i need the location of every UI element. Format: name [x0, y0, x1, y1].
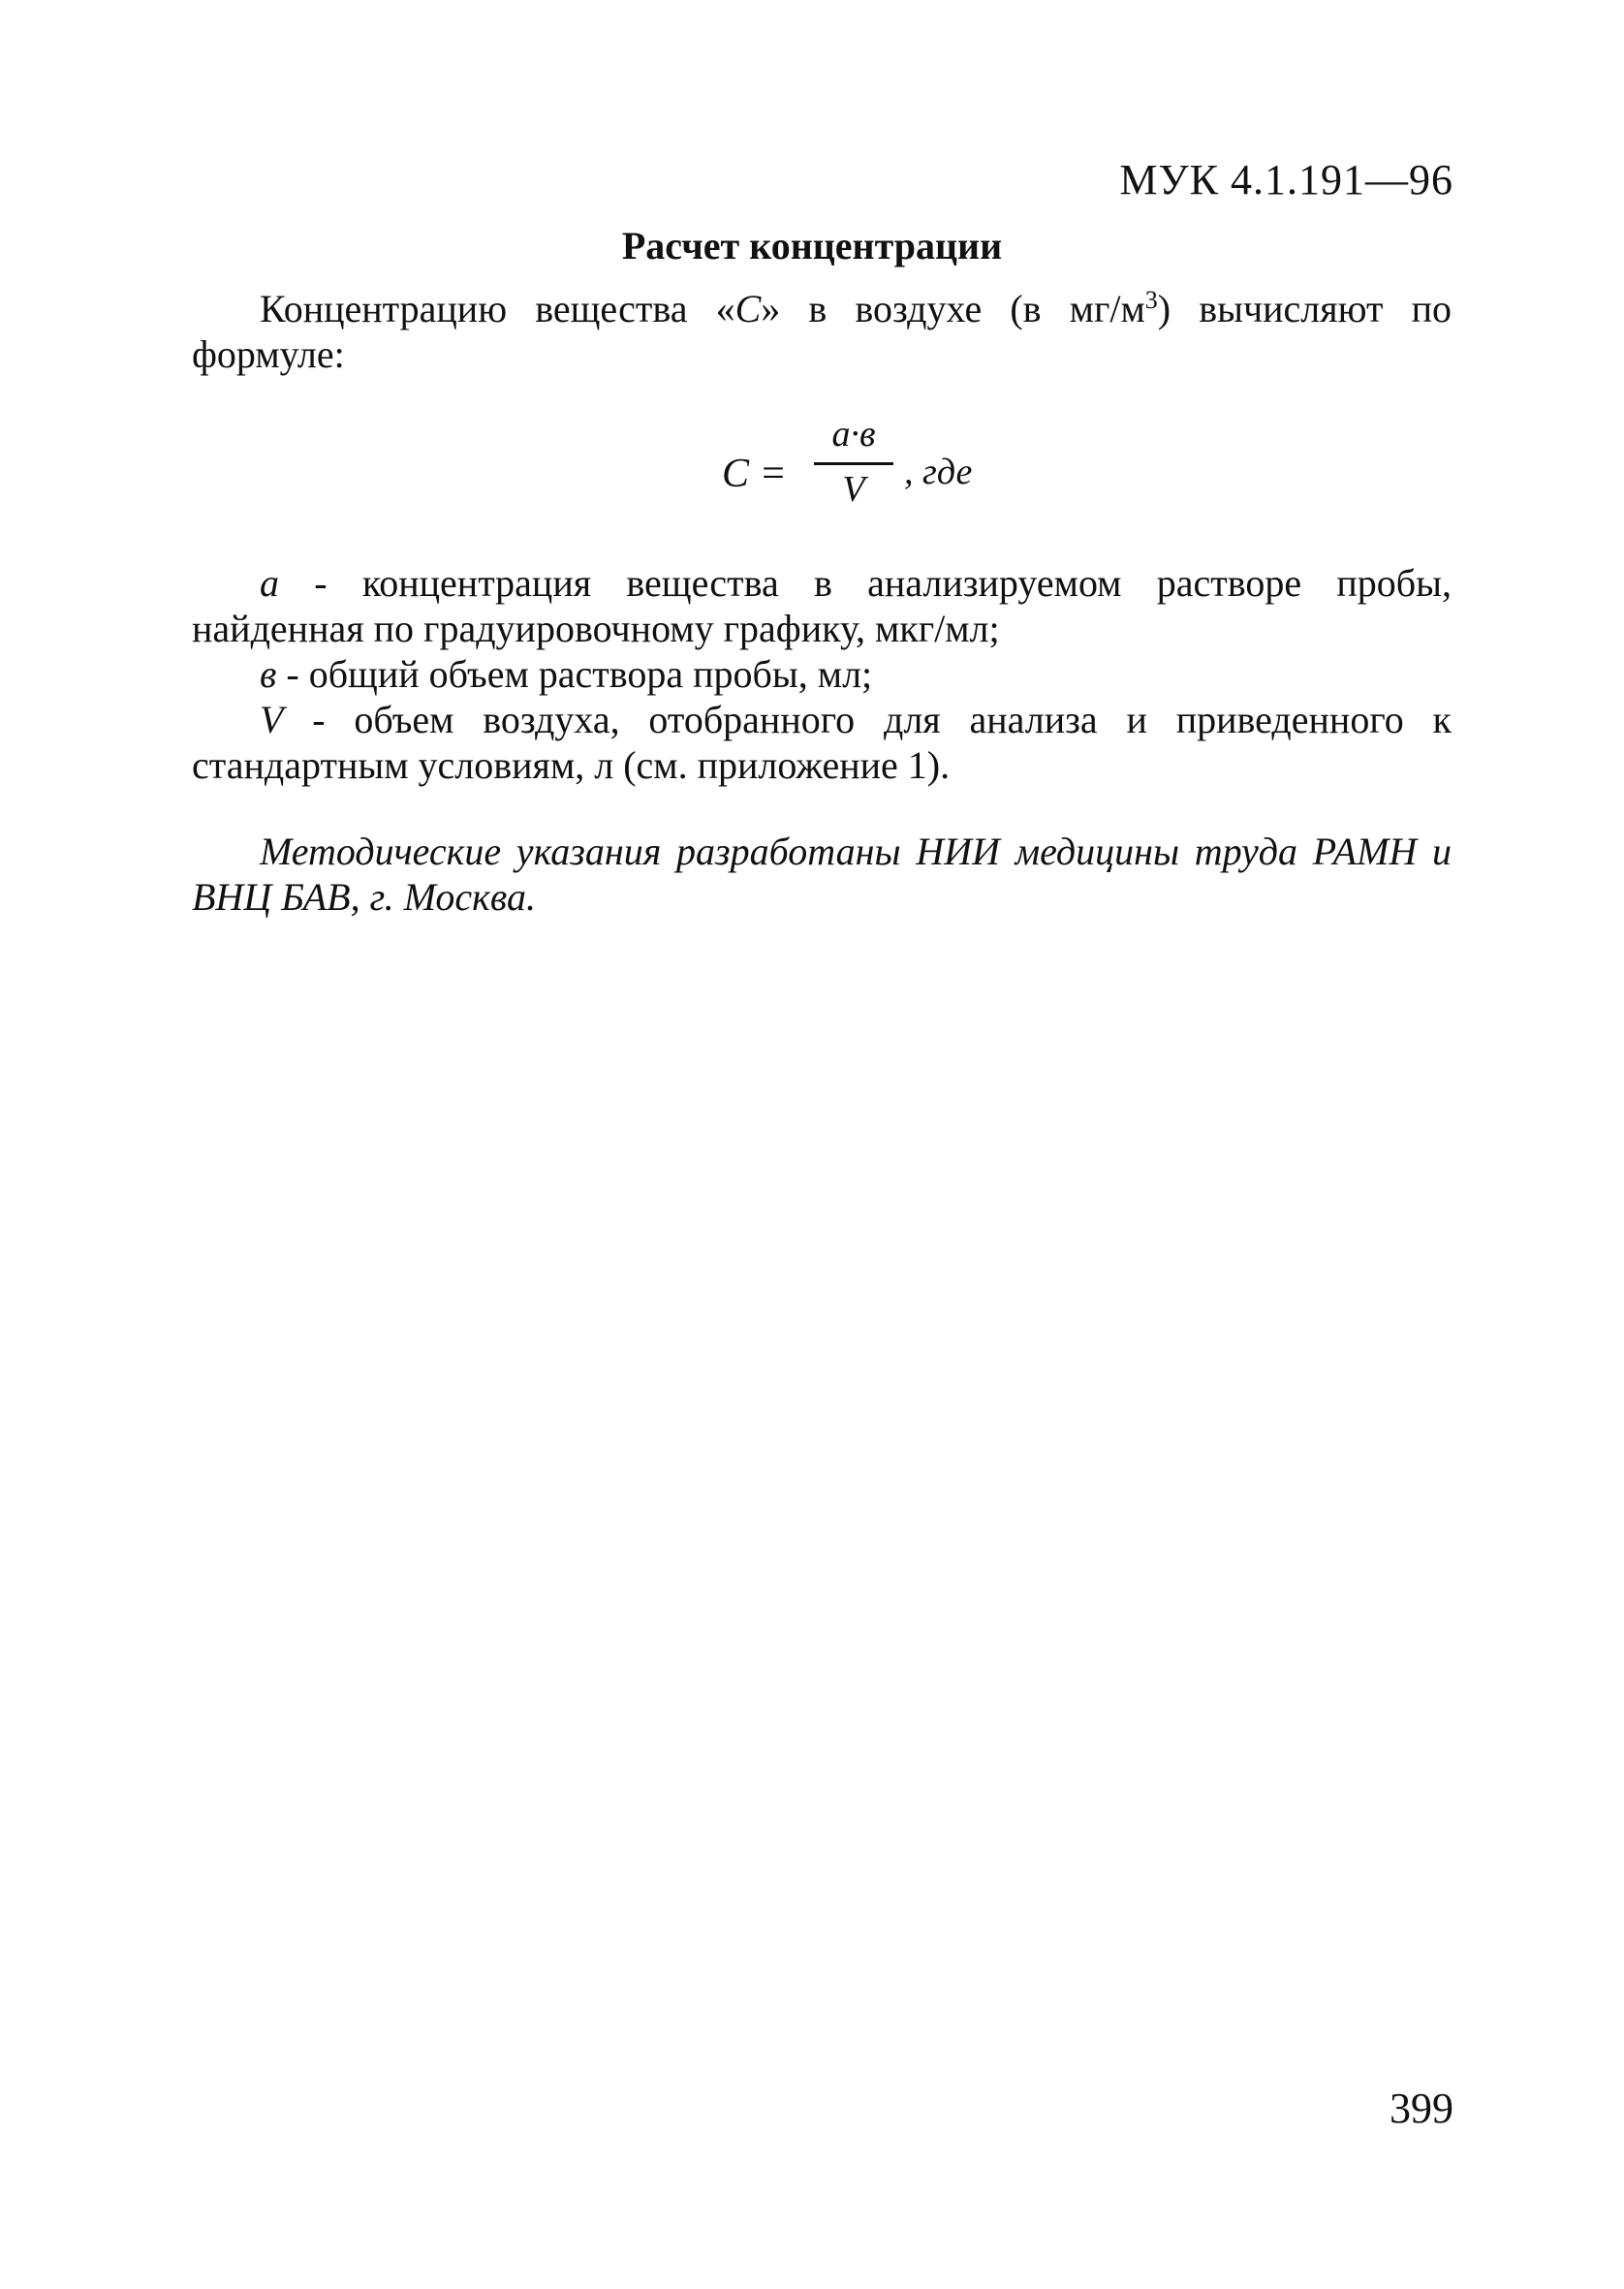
definition-symbol: a — [260, 561, 279, 605]
authors-note: Методические указания разработаны НИИ медицины труда РАМН и ВНЦ БАВ, г. Москва. — [192, 830, 1452, 919]
formula-denominator: V — [842, 469, 865, 510]
formula-numerator: a·в — [831, 414, 876, 455]
definition-v — [192, 651, 1452, 697]
definition-text: - объем воздуха, отобранного для анализа и приведенного к стандартным условиям, л (см. приложение 1). — [192, 698, 1452, 787]
definitions-list — [192, 560, 1452, 788]
definition-text: - концентрация вещества в анализируемом растворе пробы, найденная по градуировочному графику, мкг/мл; — [192, 561, 1452, 650]
section-title: Расчет концентрации — [621, 224, 1003, 267]
formula-lhs: C = — [722, 452, 787, 496]
unit-exponent: 3 — [1144, 286, 1158, 314]
concentration-symbol: C — [734, 287, 762, 330]
definition-symbol: V — [260, 698, 284, 741]
definition-text: - общий объем раствора пробы, мл; — [276, 652, 873, 696]
definition-volume — [192, 697, 1452, 788]
fraction-bar — [814, 462, 893, 465]
intro-text-unit: » в воздухе (в мг/м — [761, 287, 1145, 330]
formula-tail: , где — [904, 452, 973, 492]
definition-symbol: в — [260, 652, 277, 696]
intro-text-end: ) вычисляют по формуле: — [192, 287, 1452, 376]
definition-a — [192, 560, 1452, 651]
intro-paragraph — [192, 286, 1452, 377]
page-number: 399 — [1390, 2085, 1453, 2132]
document-code: МУК 4.1.191—96 — [1119, 156, 1453, 204]
intro-text-start: Концентрацию вещества « — [260, 287, 735, 330]
formula-fraction — [814, 412, 893, 512]
